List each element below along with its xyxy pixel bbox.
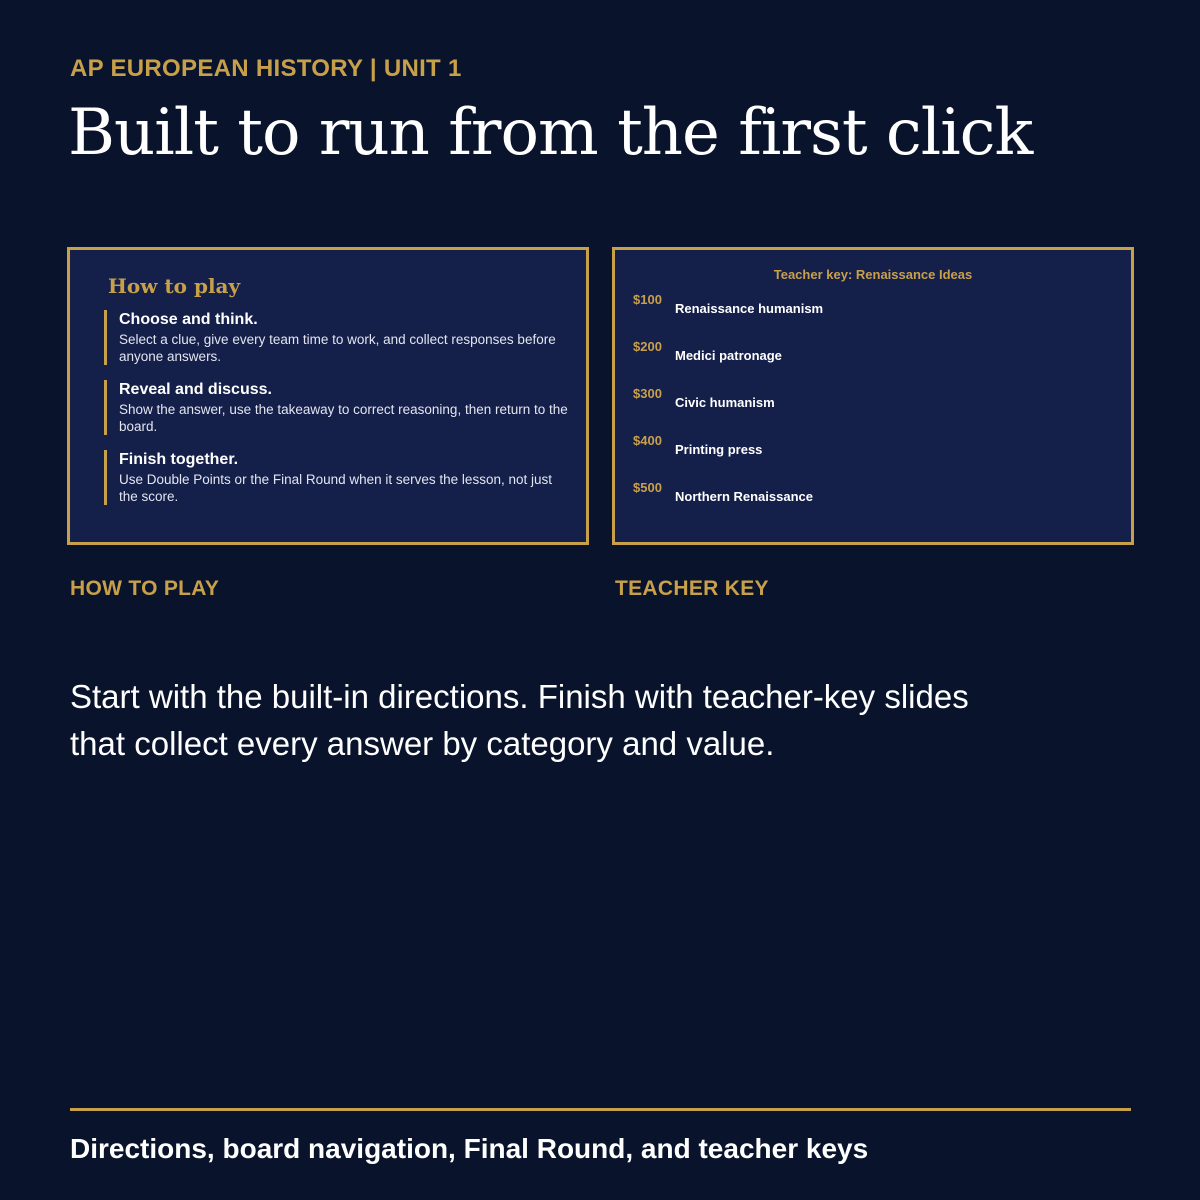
clue-value: $300	[633, 386, 662, 401]
footer-text: Directions, board navigation, Final Round, and teacher keys	[70, 1133, 869, 1164]
clue-answer: Renaissance humanism	[675, 301, 824, 316]
clue-answer: Medici patronage	[675, 348, 782, 363]
step-description: Select a clue, give every team time to work, and collect responses before anyone answers.	[119, 332, 556, 364]
clue-value: $200	[633, 339, 662, 354]
teacher-key-row	[633, 292, 1113, 322]
how-to-play-title: How to play	[108, 274, 241, 298]
teacher-key-row	[633, 386, 1113, 416]
clue-answer: Northern Renaissance	[675, 489, 813, 504]
clue-value: $100	[633, 292, 662, 307]
step-description: Use Double Points or the Final Round when it serves the lesson, not just the score.	[119, 472, 552, 504]
teacher-key-title: Teacher key: Renaissance Ideas	[773, 267, 973, 282]
step-description: Show the answer, use the takeaway to correct reasoning, then return to the board.	[119, 402, 568, 434]
clue-value: $500	[633, 480, 662, 495]
how-to-play-caption: HOW TO PLAY	[70, 577, 220, 600]
teacher-key-preview	[612, 247, 1134, 545]
page-title: Built to run from the first click	[68, 96, 1033, 170]
description-text: Start with the built-in directions. Finish with teacher-key slides that collect every answer by category and value.	[70, 678, 969, 762]
teacher-key-row	[633, 480, 1113, 510]
clue-answer: Civic humanism	[675, 395, 775, 410]
how-to-play-step	[104, 450, 569, 505]
step-title: Finish together.	[119, 451, 239, 468]
step-title: Reveal and discuss.	[119, 381, 272, 398]
teacher-key-row	[633, 433, 1113, 463]
eyebrow-label: AP EUROPEAN HISTORY | UNIT 1	[70, 55, 462, 82]
how-to-play-step	[104, 310, 569, 365]
step-title: Choose and think.	[119, 311, 258, 328]
clue-value: $400	[633, 433, 662, 448]
teacher-key-caption: TEACHER KEY	[615, 577, 769, 600]
clue-answer: Printing press	[675, 442, 763, 457]
teacher-key-row	[633, 339, 1113, 369]
divider	[70, 1108, 1131, 1111]
how-to-play-preview	[67, 247, 589, 545]
how-to-play-step	[104, 380, 569, 435]
